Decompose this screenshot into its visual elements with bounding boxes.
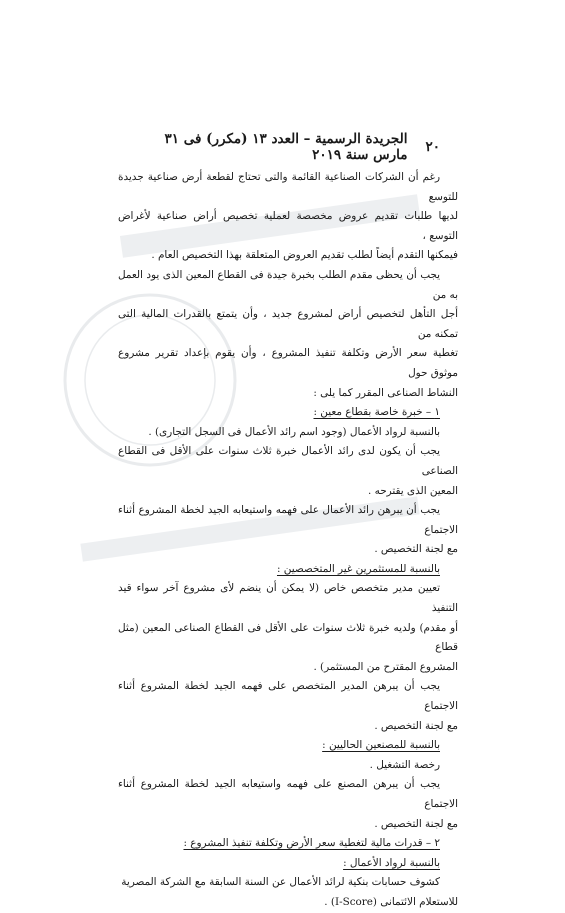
paragraph-line: يجب أن يبرهن المصنع على فهمه واستيعابه الجيد لخطة المشروع أثناء الاجتماع [118, 778, 458, 810]
subheading-investors: بالنسبة للمستثمرين غير المتخصصين : [276, 562, 440, 575]
paragraph-line: رخصة التشغيل . [369, 758, 440, 771]
article-body [118, 168, 458, 913]
paragraph-line: لديها طلبات تقديم عروض مخصصة لعملية تخصيص أراض صناعية لأغراض التوسع ، [118, 210, 458, 242]
page-number: ٢٠ [425, 139, 440, 155]
paragraph-line: المشروع المقترح من المستثمر) . [313, 660, 458, 673]
paragraph-line: فيمكنها التقدم أيضاً لطلب تقديم العروض المتعلقة بهذا التخصيص العام . [151, 249, 458, 262]
paragraph-line: رغم أن الشركات الصناعية القائمة والتى تحتاج لقطعة أرض صناعية جديدة للتوسع [118, 171, 458, 203]
paragraph-line: أو مقدم) ولديه خبرة ثلاث سنوات على الأقل فى القطاع الصناعى المعين (مثل قطاع [118, 621, 458, 654]
paragraph-line: يجب أن يبرهن رائد الأعمال على فهمه واستيعابه الجيد لخطة المشروع أثناء الاجتماع [118, 504, 458, 536]
subheading-entrepreneurs: بالنسبة لرواد الأعمال : [343, 856, 440, 869]
paragraph-line: تعيين مدير متخصص خاص (لا يمكن أن ينضم لأى مشروع آخر سواء قيد التنفيذ [118, 582, 458, 615]
paragraph-line: بالنسبة لرواد الأعمال (وجود اسم رائد الأعمال فى السجل التجارى) . [148, 425, 440, 438]
paragraph-line: أجل التأهل لتخصيص أراض لمشروع جديد ، وأن يتمتع بالقدرات المالية التى تمكنه من [118, 308, 458, 340]
section-heading-2: ٢ – قدرات مالية لتغطية سعر الأرض وتكلفة تنفيذ المشروع : [183, 837, 440, 850]
paragraph-line: مع لجنة التخصيص . [374, 817, 458, 830]
paragraph-line: تغطية سعر الأرض وتكلفة تنفيذ المشروع ، وأن يقوم بإعداد تقرير مشروع موثوق حول [118, 347, 458, 379]
paragraph-line: مع لجنة التخصيص . [374, 719, 458, 732]
gazette-title: الجريدة الرسمية – العدد ١٣ (مكرر) فى ٣١ مارس سنة ٢٠١٩ [164, 131, 408, 163]
paragraph-line: يجب أن يبرهن المدير المتخصص على فهمه الجيد لخطة المشروع أثناء الاجتماع [118, 680, 458, 713]
paragraph-line: يجب أن يكون لدى رائد الأعمال خبرة ثلاث سنوات على الأقل فى القطاع الصناعى [118, 445, 458, 477]
page-header [135, 131, 440, 163]
paragraph-line: كشوف حسابات بنكية لرائد الأعمال عن السنة السابقة مع الشركة المصرية [121, 876, 440, 889]
subheading-manufacturers: بالنسبة للمصنعين الحاليين : [322, 739, 440, 752]
paragraph-line: للاستعلام الائتمانى (I-Score) . [324, 895, 458, 908]
paragraph-line: المعين الذى يقترحه . [368, 484, 458, 497]
paragraph-line: النشاط الصناعى المقرر كما يلى : [313, 386, 458, 399]
paragraph-line: يجب أن يحظى مقدم الطلب بخبرة جيدة فى القطاع المعين الذى يود العمل به من [118, 268, 458, 301]
paragraph-line: مع لجنة التخصيص . [374, 543, 458, 556]
section-heading-1: ١ – خبرة خاصة بقطاع معين : [313, 406, 440, 419]
